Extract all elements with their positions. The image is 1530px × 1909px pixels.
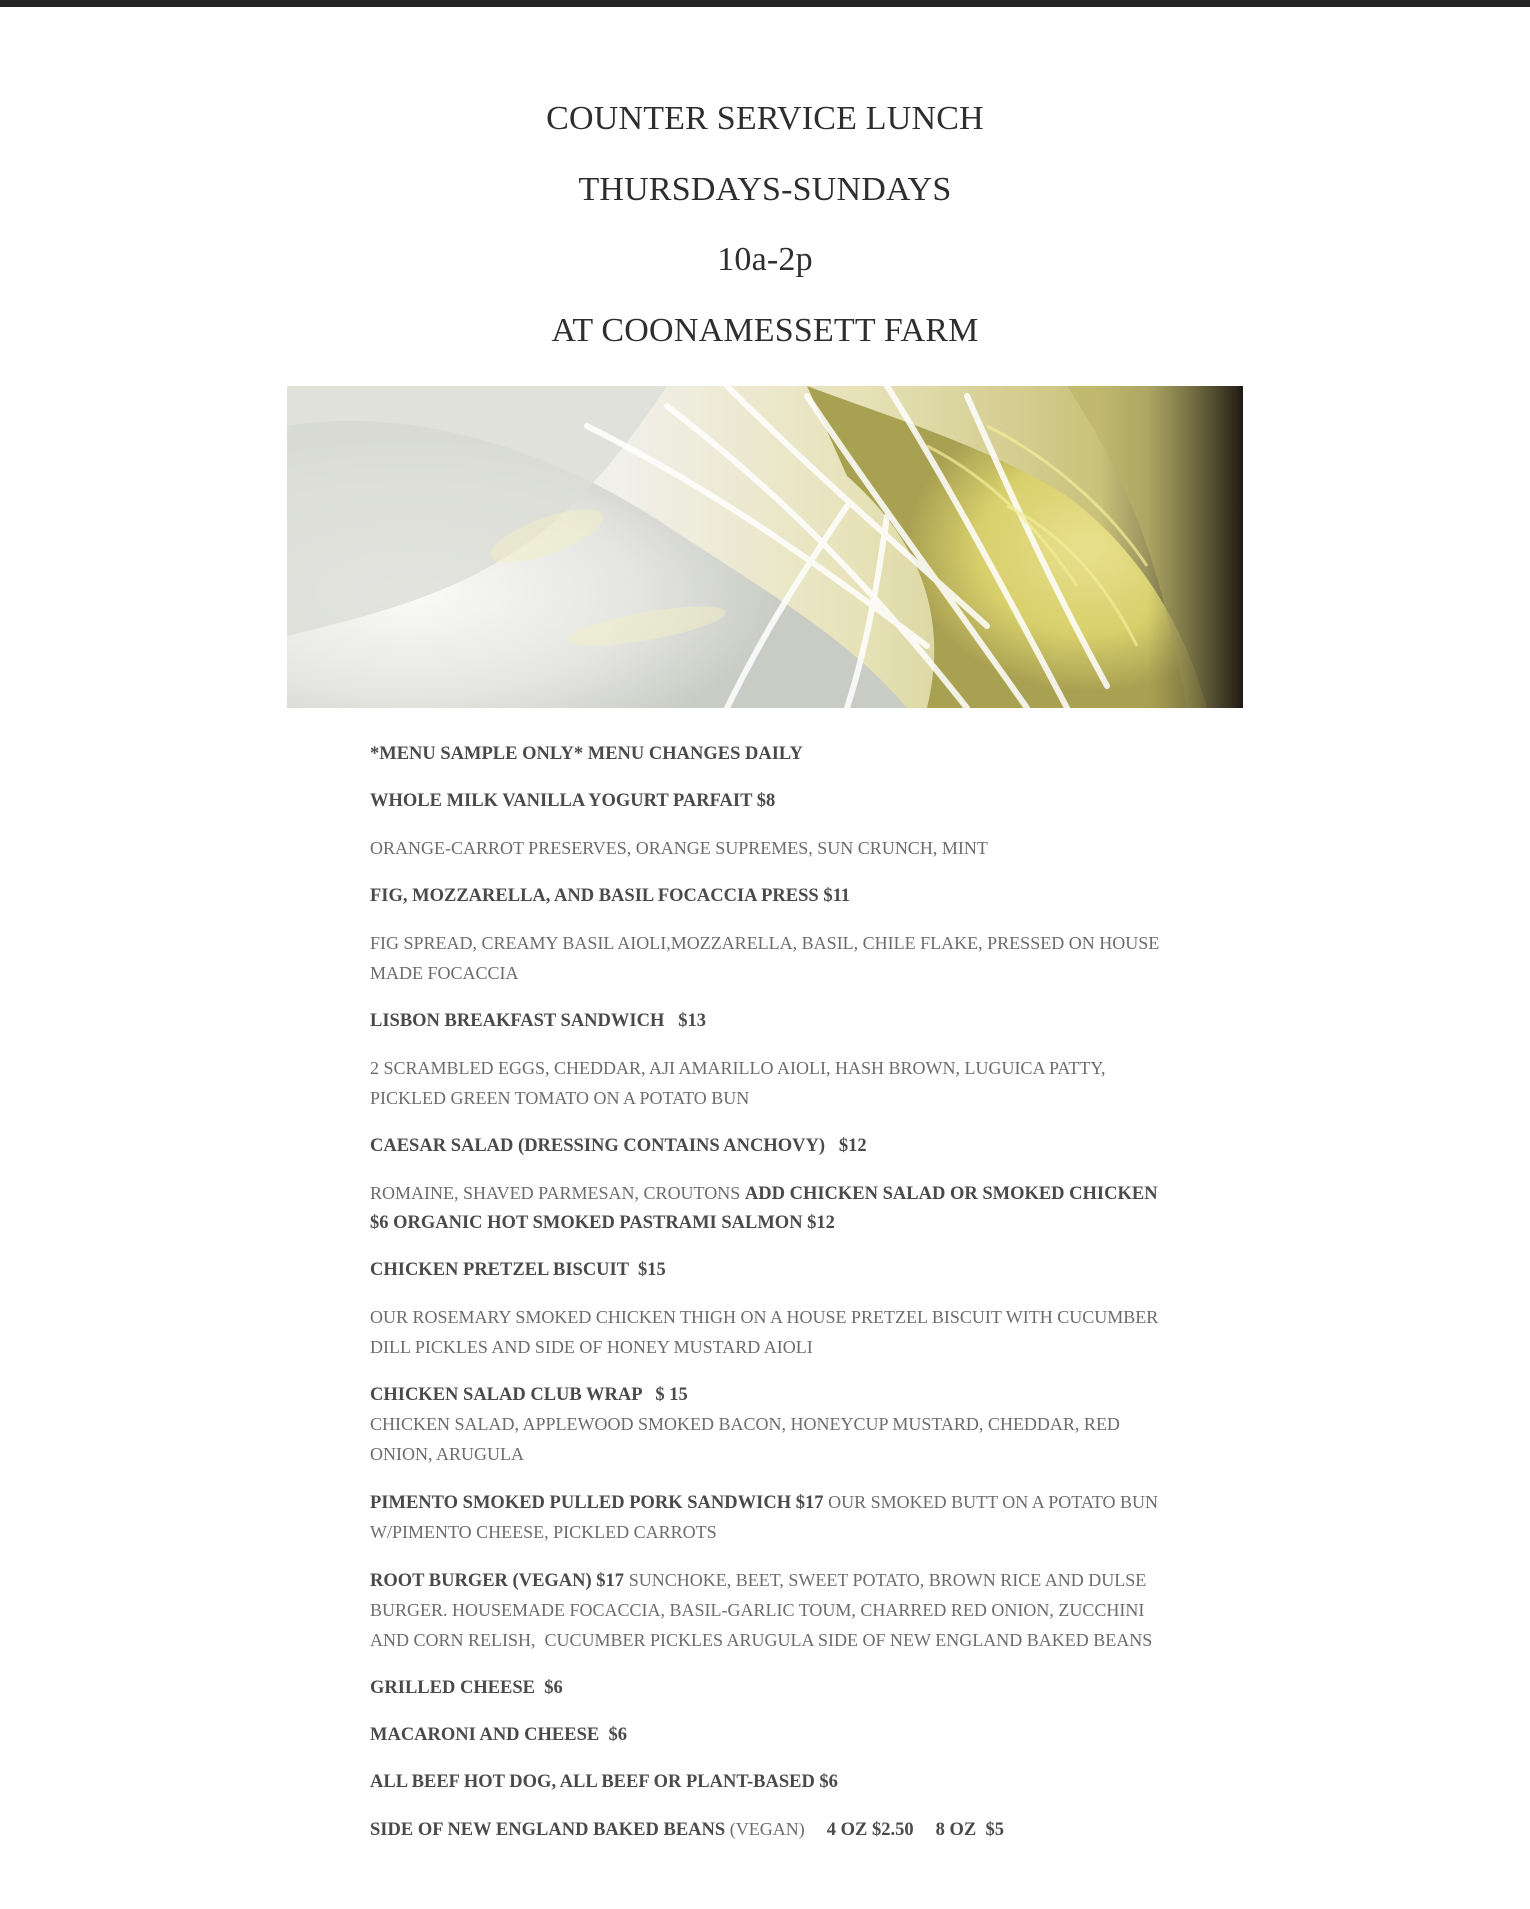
menu-item-title bbox=[370, 1381, 1170, 1410]
menu-item-title bbox=[370, 1674, 1170, 1703]
menu-item-desc-text: ORANGE-CARROT PRESERVES, ORANGE SUPREMES, SUN CRUNCH, MINT bbox=[370, 838, 988, 858]
menu-item-desc-text: CHICKEN SALAD, APPLEWOOD SMOKED BACON, HONEYCUP MUSTARD, CHEDDAR, RED ONION, ARUGULA bbox=[370, 1414, 1120, 1464]
menu-notice-text: *MENU SAMPLE ONLY* MENU CHANGES DAILY bbox=[370, 744, 803, 764]
menu-item-combined bbox=[370, 1815, 1170, 1845]
menu-item-description bbox=[370, 1054, 1170, 1114]
menu-item-name: PIMENTO SMOKED PULLED PORK SANDWICH $17 bbox=[370, 1493, 824, 1513]
menu-item-name: WHOLE MILK VANILLA YOGURT PARFAIT $8 bbox=[370, 791, 776, 811]
menu-item-name: CHICKEN PRETZEL BISCUIT $15 bbox=[370, 1260, 666, 1280]
menu-item-desc-text: OUR ROSEMARY SMOKED CHICKEN THIGH ON A HOUSE PRETZEL BISCUIT WITH CUCUMBER DILL PICKLES AND SIDE OF HONEY MUSTARD AIOLI bbox=[370, 1307, 1159, 1357]
menu-item-title bbox=[370, 1256, 1170, 1285]
menu-item-desc-text: 2 SCRAMBLED EGGS, CHEDDAR, AJI AMARILLO AIOLI, HASH BROWN, LUGUICA PATTY, PICKLED GREEN TOMATO ON A POTATO BUN bbox=[370, 1058, 1106, 1108]
menu-item-title bbox=[370, 1721, 1170, 1750]
menu-item-title bbox=[370, 1132, 1170, 1161]
menu-item-desc-text: ROMAINE, SHAVED PARMESAN, CROUTONS bbox=[370, 1183, 741, 1203]
menu-item-combined bbox=[370, 1566, 1170, 1656]
menu-item-description bbox=[370, 834, 1170, 864]
menu-item-title bbox=[370, 787, 1170, 816]
menu-item-name: ROOT BURGER (VEGAN) $17 bbox=[370, 1571, 625, 1591]
menu-item-size-small: 4 OZ $2.50 bbox=[826, 1820, 914, 1840]
menu-item-size-large: 8 OZ $5 bbox=[935, 1820, 1004, 1840]
menu-item-name: CAESAR SALAD (DRESSING CONTAINS ANCHOVY) $12 bbox=[370, 1136, 867, 1156]
menu-item-description bbox=[370, 929, 1170, 989]
menu-item-name: LISBON BREAKFAST SANDWICH $13 bbox=[370, 1011, 706, 1031]
top-bar bbox=[0, 0, 1530, 7]
menu-item-desc-text: FIG SPREAD, CREAMY BASIL AIOLI,MOZZARELLA, BASIL, CHILE FLAKE, PRESSED ON HOUSE MADE FOCACCIA bbox=[370, 933, 1160, 983]
menu-item-title bbox=[370, 882, 1170, 911]
menu-item-name: GRILLED CHEESE $6 bbox=[370, 1678, 563, 1698]
menu-item-combined bbox=[370, 1488, 1170, 1548]
menu-list bbox=[370, 740, 1170, 1863]
page-header bbox=[0, 99, 1530, 381]
menu-item-title bbox=[370, 1007, 1170, 1036]
menu-notice bbox=[370, 740, 1170, 769]
menu-item-name: MACARONI AND CHEESE $6 bbox=[370, 1725, 627, 1745]
menu-item-title bbox=[370, 1768, 1170, 1797]
menu-item-desc-text: SUNCHOKE, BEET, SWEET POTATO, BROWN RICE AND DULSE BURGER. HOUSEMADE FOCACCIA, BASIL-GARLIC TOUM, CHARRED RED ONION, ZUCCHINI AND CORN RELISH, CUCUMBER PICKLES ARUGULA SIDE OF NEW ENGLAND BAKED BEANS bbox=[370, 1570, 1153, 1650]
menu-item-name: CHICKEN SALAD CLUB WRAP $ 15 bbox=[370, 1385, 688, 1405]
menu-item-description bbox=[370, 1303, 1170, 1363]
menu-item-name: ALL BEEF HOT DOG, ALL BEEF OR PLANT-BASED $6 bbox=[370, 1772, 838, 1792]
menu-item-description bbox=[370, 1410, 1170, 1470]
hero-cabbage-image bbox=[287, 386, 1243, 708]
header-line-days: THURSDAYS-SUNDAYS bbox=[578, 170, 952, 208]
header-line-hours: 10a-2p bbox=[717, 241, 813, 278]
header-line-service: COUNTER SERVICE LUNCH bbox=[546, 100, 984, 137]
menu-item-name: FIG, MOZZARELLA, AND BASIL FOCACCIA PRESS $11 bbox=[370, 886, 851, 906]
menu-item-name: SIDE OF NEW ENGLAND BAKED BEANS bbox=[370, 1820, 726, 1840]
menu-item-description bbox=[370, 1179, 1170, 1238]
menu-item-addons: ADD CHICKEN SALAD OR SMOKED CHICKEN $6 ORGANIC HOT SMOKED PASTRAMI SALMON $12 bbox=[370, 1184, 1158, 1233]
header-line-location: AT COONAMESSETT FARM bbox=[551, 311, 979, 349]
menu-item-note: (VEGAN) bbox=[729, 1819, 805, 1839]
menu-item-desc-text: OUR SMOKED BUTT ON A POTATO BUN W/PIMENTO CHEESE, PICKLED CARROTS bbox=[370, 1492, 1159, 1542]
